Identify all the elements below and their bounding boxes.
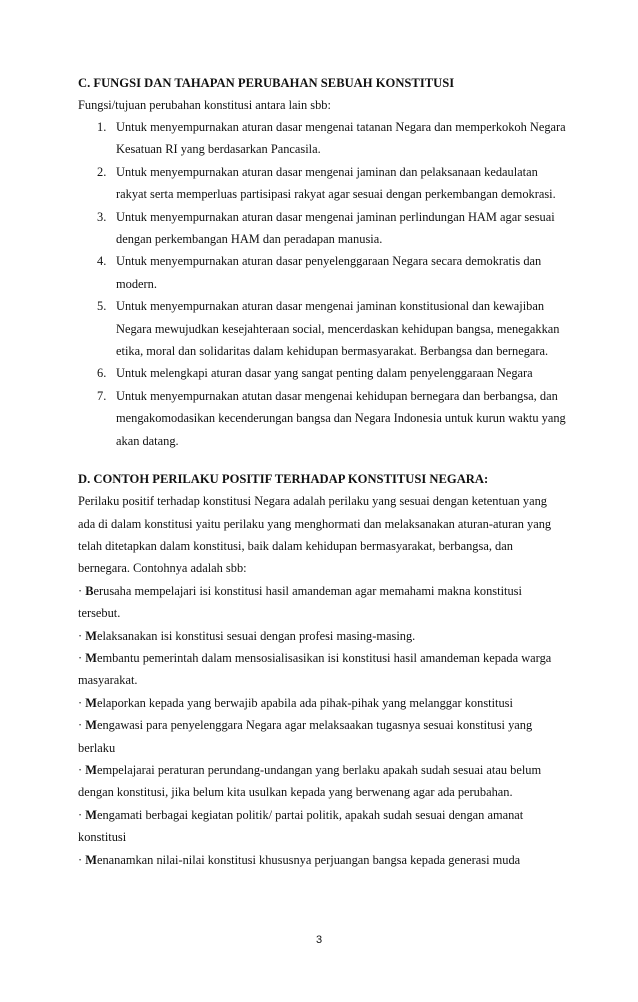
bullet-item [78, 647, 566, 692]
list-item-text: Untuk melengkapi aturan dasar yang sangat penting dalam penyelenggaraan Negara [116, 366, 533, 381]
bullet-text: empelajarai peraturan perundang-undangan yang berlaku apakah sudah sesuai atau belum dengan konstitusi, jika belum kita usulkan kepada yang berwenang agar ada perubahan. [78, 762, 542, 800]
bullet-lead-letter: M [85, 762, 97, 777]
list-item [78, 116, 566, 161]
list-item [78, 295, 566, 362]
list-item-text: Untuk menyempurnakan aturan dasar mengenai jaminan perlindungan HAM agar sesuai dengan perkembangan HAM dan peradapan manusia. [116, 209, 555, 247]
bullet-text: embantu pemerintah dalam mensosialisasikan isi konstitusi hasil amandeman kepada warga masyarakat. [78, 650, 552, 688]
bullet-item [78, 759, 566, 804]
bullet-item [78, 625, 566, 647]
bullet-text: elaksanakan isi konstitusi sesuai dengan profesi masing-masing. [96, 628, 416, 643]
bullet-marker: · [78, 852, 83, 867]
document-page [78, 72, 566, 871]
list-item-text: Untuk menyempurnakan aturan dasar mengenai tatanan Negara dan memperkokoh Negara Kesatuan RI yang berdasarkan Pancasila. [116, 120, 566, 157]
bullet-marker: · [78, 650, 83, 665]
bullet-lead-letter: M [85, 650, 97, 665]
list-item-text: Untuk menyempurnakan aturan dasar mengenai jaminan dan pelaksanaan kedaulatan rakyat serta memperluas partisipasi rakyat agar sesuai dengan perkembangan demokrasi. [116, 164, 556, 202]
bullet-item [78, 692, 566, 714]
bullet-text: enanamkan nilai-nilai konstitusi khususnya perjuangan bangsa kepada generasi muda [96, 852, 521, 867]
bullet-text: elaporkan kepada yang berwajib apabila ada pihak-pihak yang melanggar konstitusi [96, 695, 513, 710]
list-item-number: 5. [97, 299, 107, 314]
bullet-marker: · [78, 807, 83, 822]
section-c-list [78, 116, 566, 452]
bullet-marker: · [78, 695, 83, 710]
list-item-text: Untuk menyempurnakan atutan dasar mengenai kehidupan bernegara dan berbangsa, dan mengakomodasikan kecenderungan bangsa dan Negara Indonesia untuk kurun waktu yang akan datang. [116, 388, 566, 448]
bullet-lead-letter: M [85, 852, 97, 867]
list-item [78, 362, 566, 384]
list-item-number: 6. [97, 366, 107, 381]
list-item-text: Untuk menyempurnakan aturan dasar mengenai jaminan konstitusional dan kewajiban Negara mewujudkan kesejahteraan social, mencerdaskan kehidupan bangsa, menegakkan etika, moral dan solidaritas dalam kehidupan bermasyarakat. Berbangsa dan bernegara. [116, 299, 560, 359]
bullet-item [78, 714, 566, 759]
bullet-lead-letter: M [85, 807, 97, 822]
list-item [78, 161, 566, 206]
list-item-number: 3. [97, 209, 107, 224]
list-item [78, 206, 566, 251]
list-item-text: Untuk menyempurnakan aturan dasar penyelenggaraan Negara secara demokratis dan modern. [116, 254, 542, 291]
bullet-text: erusaha mempelajari isi konstitusi hasil amandeman agar memahami makna konstitusi tersebut. [78, 583, 522, 621]
section-d-title: D. CONTOH PERILAKU POSITIF TERHADAP KONSTITUSI NEGARA: [78, 472, 489, 487]
bullet-item [78, 804, 566, 849]
bullet-marker: · [78, 583, 83, 598]
bullet-item [78, 849, 566, 871]
section-d-bullets [78, 580, 566, 871]
bullet-text: engamati berbagai kegiatan politik/ partai politik, apakah sudah sesuai dengan amanat konstitusi [78, 807, 524, 845]
list-item-number: 1. [97, 120, 107, 134]
bullet-item [78, 580, 566, 625]
section-c-intro: Fungsi/tujuan perubahan konstitusi antara lain sbb: [78, 98, 331, 112]
section-d-intro: Perilaku positif terhadap konstitusi Negara adalah perilaku yang sesuai dengan ketentuan yang ada di dalam konstitusi yaitu perilaku yang menghormati dan melaksanakan aturan-aturan yang telah ditetapkan dalam konstitusi, baik dalam kehidupan bermasyarakat, berbangsa, dan bernegara. Contohnya adalah sbb: [78, 494, 552, 576]
bullet-lead-letter: M [85, 718, 97, 733]
bullet-lead-letter: B [85, 583, 94, 598]
section-c-title: C. FUNGSI DAN TAHAPAN PERUBAHAN SEBUAH KONSTITUSI [78, 76, 455, 90]
bullet-text: engawasi para penyelenggara Negara agar melaksaakan tugasnya sesuai konstitusi yang berlaku [78, 718, 533, 755]
bullet-marker: · [78, 628, 83, 643]
bullet-marker: · [78, 718, 83, 733]
list-item [78, 250, 566, 295]
bullet-marker: · [78, 762, 83, 777]
list-item-number: 7. [97, 388, 107, 403]
list-item-number: 4. [97, 254, 107, 269]
list-item [78, 385, 566, 452]
bullet-lead-letter: M [85, 695, 97, 710]
page-number: 3 [315, 934, 323, 946]
list-item-number: 2. [97, 164, 107, 179]
bullet-lead-letter: M [85, 628, 97, 643]
